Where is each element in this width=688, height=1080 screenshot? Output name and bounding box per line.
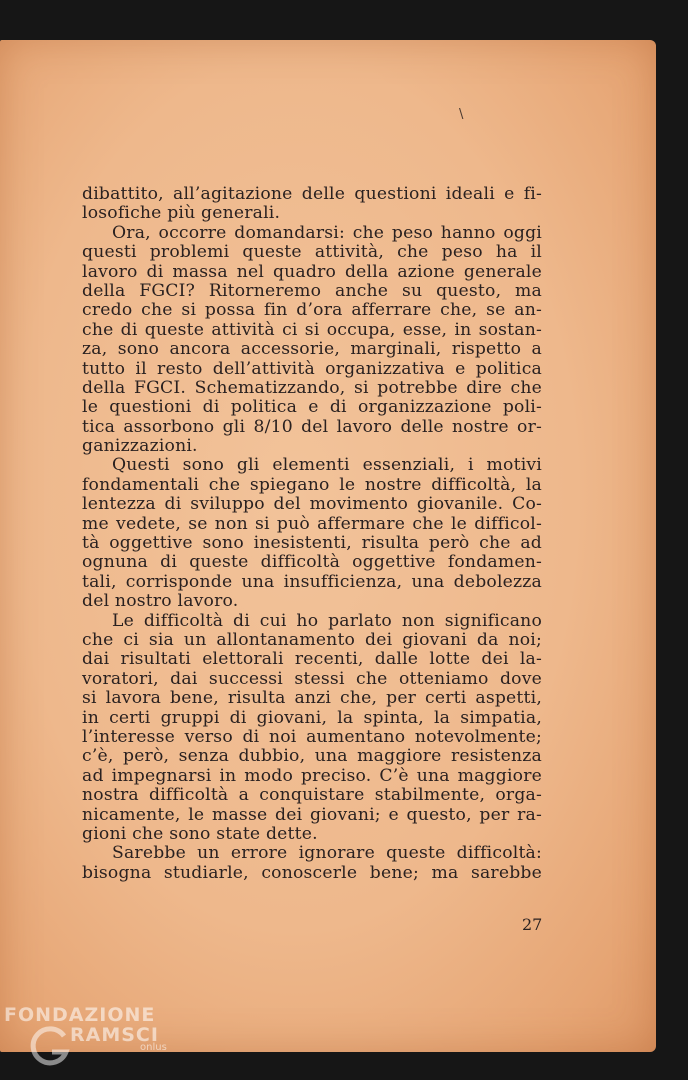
- text-line: tali, corrisponde una insufficienza, una debolezza: [82, 571, 542, 592]
- text-line: della FGCI. Schematizzando, si potrebbe dire che: [82, 377, 542, 398]
- text-line: fondamentali che spiegano le nostre difficoltà, la: [82, 474, 542, 495]
- text-line: dai risultati elettorali recenti, dalle lotte dei la-: [82, 649, 542, 670]
- text-line: tica assorbono gli 8/10 del lavoro delle nostre or-: [82, 416, 542, 437]
- text-line: gioni che sono state dette.: [82, 823, 318, 844]
- text-line: c’è, però, senza dubbio, una maggiore resistenza: [82, 746, 542, 767]
- text-line: Ora, occorre domandarsi: che peso hanno oggi: [112, 222, 542, 243]
- book-page: [0, 40, 656, 1052]
- text-line: credo che si possa fin d’ora afferrare che, se an-: [82, 300, 542, 321]
- text-line: che di queste attività ci si occupa, esse, in sostan-: [82, 319, 542, 340]
- watermark-line1: FONDAZIONE: [4, 1004, 156, 1026]
- text-line: lavoro di massa nel quadro della azione generale: [82, 261, 542, 282]
- text-line: l’interesse verso di noi aumentano notevolmente;: [82, 726, 542, 747]
- text-line: voratori, dai successi stessi che otteniamo dove: [82, 668, 542, 689]
- text-line: in certi gruppi di giovani, la spinta, la simpatia,: [82, 707, 542, 728]
- watermark-line3: onlus: [140, 1042, 167, 1053]
- text-line: Sarebbe un errore ignorare queste difficoltà:: [112, 843, 542, 864]
- text-line: del nostro lavoro.: [82, 591, 239, 612]
- text-line: bisogna studiarle, conoscerle bene; ma sarebbe: [82, 862, 542, 883]
- text-line: le questioni di politica e di organizzazione poli-: [82, 397, 542, 418]
- text-line: tà oggettive sono inesistenti, risulta però che ad: [82, 533, 542, 554]
- text-line: nicamente, le masse dei giovani; e questo, per ra-: [82, 804, 542, 825]
- page-number: 27: [522, 915, 543, 934]
- text-line: nostra difficoltà a conquistare stabilmente, orga-: [82, 785, 542, 806]
- text-line: Le difficoltà di cui ho parlato non significano: [112, 610, 542, 631]
- text-line: tutto il resto dell’attività organizzativa e politica: [82, 358, 542, 379]
- text-line: dibattito, all’agitazione delle questioni ideali e fi-: [82, 184, 542, 204]
- text-line: che ci sia un allontanamento dei giovani da noi;: [82, 629, 542, 650]
- text-line: Questi sono gli elementi essenziali, i motivi: [112, 455, 542, 476]
- watermark-line2: RAMSCI: [70, 1024, 159, 1046]
- foundation-watermark: [4, 1004, 167, 1053]
- body-text: [82, 185, 542, 883]
- gramsci-logo-icon: [28, 1024, 72, 1068]
- text-line: lentezza di sviluppo del movimento giovanile. Co-: [82, 494, 542, 515]
- text-line: za, sono ancora accessorie, marginali, rispetto a: [82, 339, 542, 360]
- text-line: questi problemi queste attività, che peso ha il: [82, 242, 542, 263]
- text-line: me vedete, se non si può affermare che le difficol-: [82, 513, 542, 534]
- text-line: losofiche più generali.: [82, 203, 281, 224]
- scan-mark: \: [459, 107, 464, 122]
- text-line: ognuna di queste difficoltà oggettive fondamen-: [82, 552, 542, 573]
- text-line: si lavora bene, risulta anzi che, per certi aspetti,: [82, 688, 542, 709]
- text-line: ad impegnarsi in modo preciso. C’è una maggiore: [82, 765, 542, 786]
- text-line: della FGCI? Ritorneremo anche su questo, ma: [82, 280, 542, 301]
- text-line: ganizzazioni.: [82, 436, 198, 457]
